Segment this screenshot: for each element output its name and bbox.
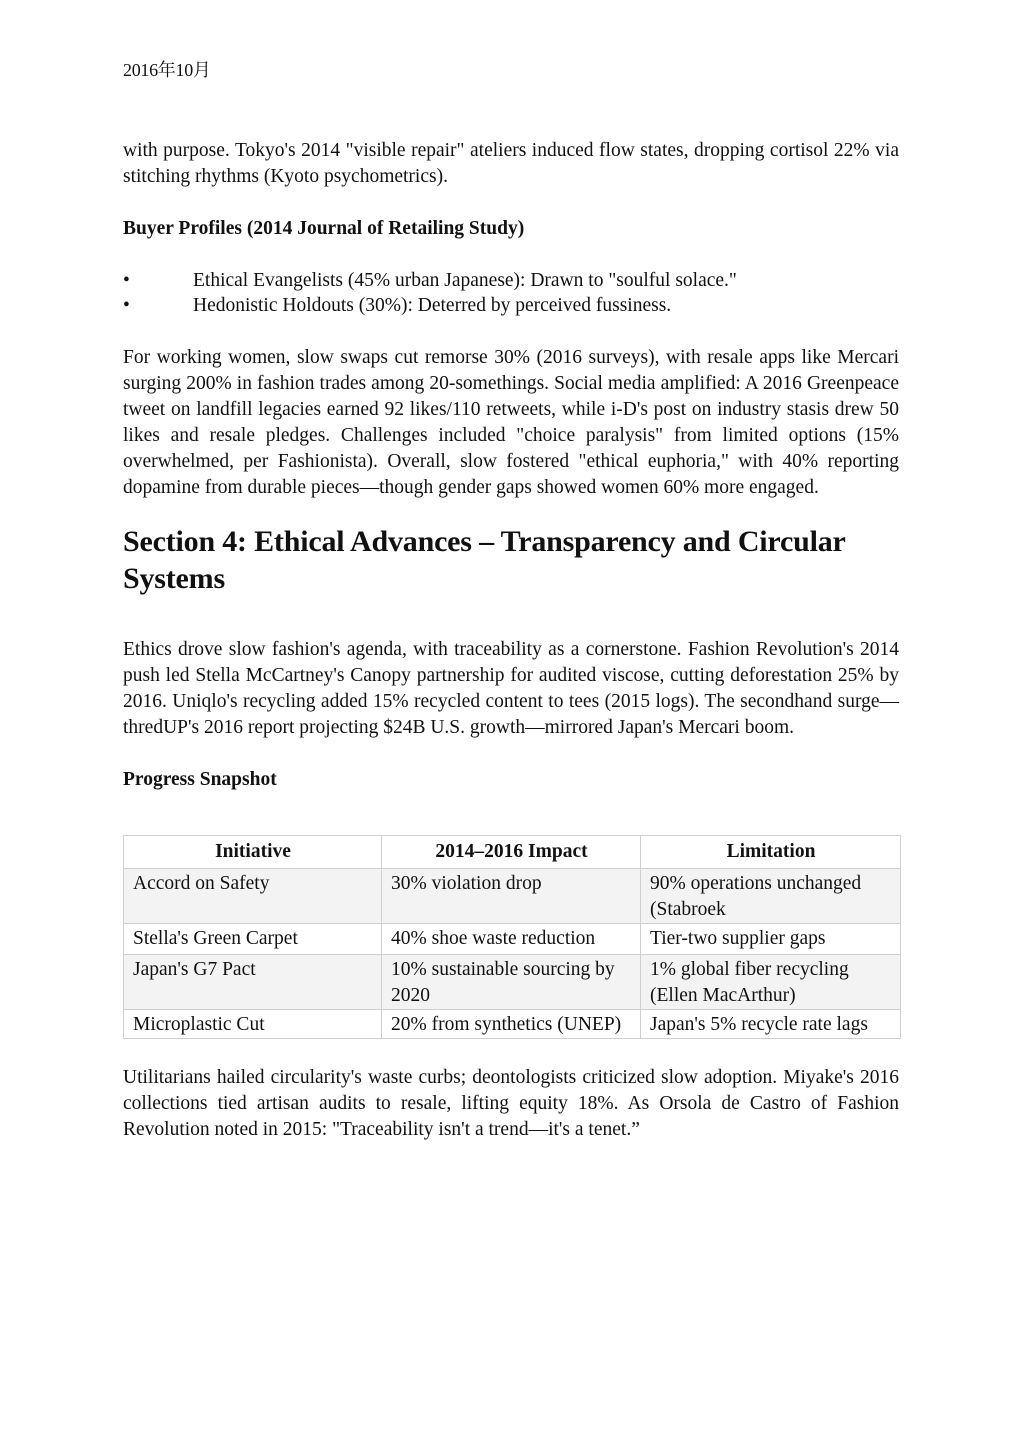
- table-cell-clipped: 40% shoe waste reduction: [391, 928, 596, 949]
- progress-snapshot-heading: Progress Snapshot: [123, 769, 277, 790]
- progress-snapshot-table: [123, 835, 901, 1039]
- list-item-text: Ethical Evangelists (45% urban Japanese): Drawn to "soulful solace.": [193, 270, 737, 291]
- list-item: [123, 268, 899, 293]
- table-cell: 30% violation drop: [382, 869, 641, 924]
- document-body: [123, 138, 899, 1143]
- bullet-icon: •: [123, 270, 130, 291]
- buyer-profiles-list: [123, 268, 899, 318]
- table-cell: Tier-two supplier gaps: [641, 924, 901, 955]
- table-cell: Microplastic Cut: [124, 1010, 382, 1039]
- table-row: [124, 869, 901, 924]
- table-cell: Japan's 5% recycle rate lags: [641, 1010, 901, 1039]
- table-header-row: [124, 836, 901, 869]
- column-header-limitation: Limitation: [641, 836, 901, 869]
- table-row: [124, 924, 901, 955]
- table-cell: 90% operations unchanged (Stabroek: [641, 869, 901, 924]
- bullet-icon: •: [123, 295, 130, 316]
- table-cell: [382, 924, 641, 955]
- column-header-initiative: Initiative: [124, 836, 382, 869]
- table-cell: Accord on Safety: [124, 869, 382, 924]
- paragraph-continued: with purpose. Tokyo's 2014 "visible repair" ateliers induced flow states, dropping cortisol 22% via stitching rhythms (Kyoto psychometrics).: [123, 140, 899, 187]
- table-cell: 20% from synthetics (UNEP): [382, 1010, 641, 1039]
- page-header-date: 2016年10月: [123, 60, 211, 80]
- table-row: [124, 1010, 901, 1039]
- list-item-text: Hedonistic Holdouts (30%): Deterred by perceived fussiness.: [193, 295, 672, 316]
- section-title: Section 4: Ethical Advances – Transparency and Circular Systems: [123, 525, 846, 595]
- buyer-profiles-heading: Buyer Profiles (2014 Journal of Retailing Study): [123, 218, 525, 239]
- table-cell: 1% global fiber recycling (Ellen MacArthur): [641, 955, 901, 1010]
- table-cell: Japan's G7 Pact: [124, 955, 382, 1010]
- table-cell: Stella's Green Carpet: [124, 924, 382, 955]
- column-header-impact: 2014–2016 Impact: [382, 836, 641, 869]
- table-cell: 10% sustainable sourcing by 2020: [382, 955, 641, 1010]
- paragraph-closing: Utilitarians hailed circularity's waste curbs; deontologists criticized slow adoption. Miyake's 2016 collections tied artisan audits to resale, lifting equity 18%. As Orsola de Castro of Fashion Revolution noted in 2015: "Traceability isn't a trend—it's a tenet.”: [123, 1067, 899, 1140]
- paragraph-ethics-intro: Ethics drove slow fashion's agenda, with traceability as a cornerstone. Fashion Revolution's 2014 push led Stella McCartney's Canopy partnership for audited viscose, cutting deforestation 25% by 2016. Uniqlo's recycling added 15% recycled content to tees (2015 logs). The secondhand surge—thredUP's 2016 report projecting $24B U.S. growth—mirrored Japan's Mercari boom.: [123, 639, 899, 738]
- paragraph-working-women: For working women, slow swaps cut remorse 30% (2016 surveys), with resale apps like Mercari surging 200% in fashion trades among 20-somethings. Social media amplified: A 2016 Greenpeace tweet on landfill legacies earned 92 likes/110 retweets, while i-D's post on industry stasis drew 50 likes and resale pledges. Challenges included "choice paralysis" from limited options (15% overwhelmed, per Fashionista). Overall, slow fostered "ethical euphoria," with 40% reporting dopamine from durable pieces—though gender gaps showed women 60% more engaged.: [123, 347, 899, 498]
- table-row: [124, 955, 901, 1010]
- list-item: [123, 293, 899, 318]
